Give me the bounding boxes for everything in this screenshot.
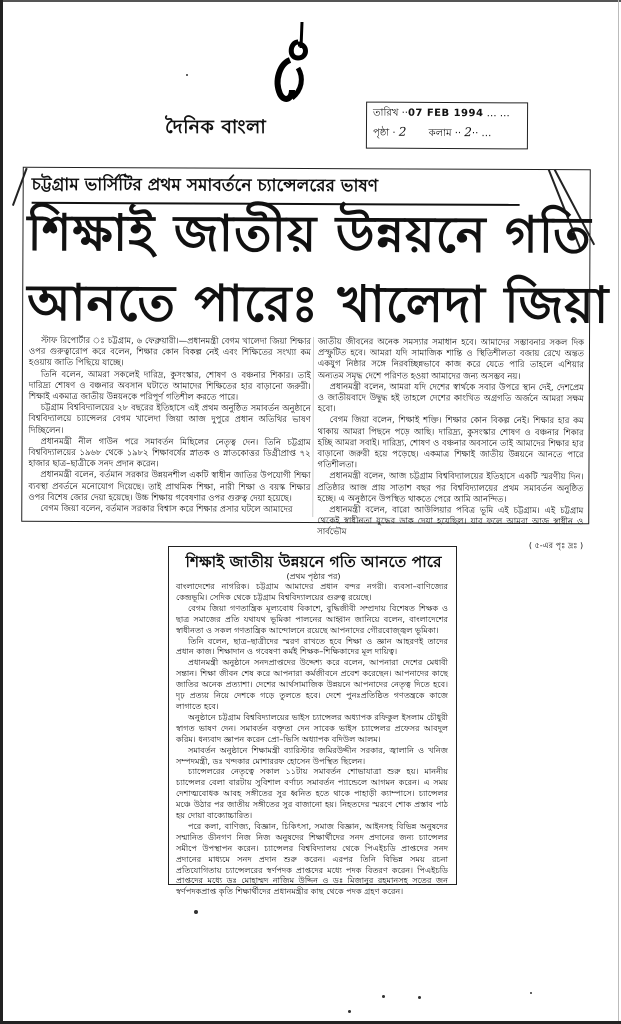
scan-speck (348, 1010, 351, 1013)
stamp-page-value: 2 (398, 124, 407, 139)
stamp-date-label: তারিখ (373, 107, 399, 119)
article-paragraph: প্রধানমন্ত্রী বলেন, বারো আউলিয়ার পবিত্র ভূমি এই চট্টগ্রাম। এই চট্টগ্রাম থেকেই স্বাধীনতা যুদ্ধের ডাক দেয়া হয়েছিল। যার ফলে আমরা আজ স্বাধীন ও সার্বভৌম (317, 504, 584, 537)
continuation-paragraph: সমাবর্তন অনুষ্ঠানে শিক্ষামন্ত্রী ব্যারিস্টার জমিরউদ্দীন সরকার, জ্বালানি ও খনিজ সম্পদমন্ত্রী, ডঃ খন্দকার মোশাররফ হোসেন উপস্থিত ছিলেন। (176, 744, 448, 766)
page-edge-right (618, 0, 619, 1024)
newspaper-masthead: দৈনিক বাংলা (165, 116, 267, 138)
continuation-paragraph: বেগম জিয়া গণতান্ত্রিক মূল্যবোধ বিকাশে, বুদ্ধিজীবী সম্প্রদায় বিশেষত শিক্ষক ও ছাত্র সমাজের প্রতি যথাযথ ভূমিকা পালনের আহ্বান জানিয়ে বলেন, বাংলাদেশের স্বাধীনতা ও সকল গণতান্ত্রিক আন্দোলনে রয়েছে আপনাদের গৌরবোজ্জ্বল ভূমিকা। (176, 602, 448, 635)
stamp-page-row: পৃষ্ঠা · 2 কলাম ·· 2·· … (372, 124, 492, 140)
article-paragraph: প্রধানমন্ত্রী বলেন, আজ চট্টগ্রাম বিশ্ববিদ্যালয়ের ইতিহাসে একটি স্মরণীয় দিন। প্রতিষ্ঠার আজ প্রায় সাতাশ বছর পর বিশ্ববিদ্যালয়ের প্রথম সমাবর্তন অনুষ্ঠিত হচ্ছে। এ অনুষ্ঠানে উপস্থিত থাকতে পেরে আমি আনন্দিত। (317, 470, 584, 504)
continuation-paragraph: অনুষ্ঠানে চট্টগ্রাম বিশ্ববিদ্যালয়ের ভাইস চ্যান্সেলর অধ্যাপক রফিকুল ইসলাম চৌধুরী স্বাগত ভাষণ দেন। সমাবর্তন বক্তৃতা দেন সাবেক ভাইস চ্যান্সেলর প্রফেসর আবদুল করিম। ধন্যবাদ জ্ঞাপন করেন প্রো–ভিসি অধ্যাপক বদিউল আলম। (176, 711, 448, 744)
article-paragraph: প্রধানমন্ত্রী বলেন, বর্তমান সরকার উন্নয়নশীল একটি স্বাধীন জাতির উপযোগী শিক্ষা ব্যবস্থা প্রবর্তনে মনোযোগ দিয়েছে। তাই প্রাথমিক শিক্ষা, নারী শিক্ষা ও বয়স্ক শিক্ষার ওপর বিশেষ জোর দেয়া হয়েছে। উচ্চ শিক্ষায় গবেষণার ওপর গুরুত্ব দেয়া হয়েছে। (28, 469, 311, 503)
stamp-date-row: তারিখ ··07 FEB 1994 … … (373, 107, 510, 120)
continuation-clipping (168, 546, 457, 897)
continuation-paragraph: তিনি বলেন, ছাত্র–ছাত্রীদের স্মরণ রাখতে হবে শিক্ষা ও জ্ঞান আহরণই তাদের প্রধান কাজ। শিক্ষাদান ও গবেষণা কর্মই শিক্ষক–শিক্ষিকাদের মূল দায়িত্ব। (176, 635, 448, 657)
continuation-paragraph: বাংলাদেশের নাগরিক। চট্টগ্রাম আমাদের প্রধান বন্দর নগরী। ব্যবসা–বাণিজ্যের কেন্দ্রভূমি। সেদিক থেকে চট্টগ্রাম বিশ্ববিদ্যালয়ের গুরুত্ব রয়েছে। (176, 581, 448, 602)
article-paragraph: বেগম জিয়া বলেন, শিক্ষাই শক্তি। শিক্ষার কোন বিকল্প নেই। শিক্ষার হার কম থাকায় আমরা পিছনে পড়ে আছি। দারিদ্র্য, কুসংস্কার শোষণ ও বঞ্চনার শিকার হচ্ছি আমরা সবাই। দারিদ্র্য, শোষণ ও বঞ্চনার অবসানে তাই আমাদের শিক্ষার হার বাড়ানো জরুরী হয়ে পড়েছে। একমাত্র শিক্ষাই জাতীয় উন্নয়নে আনতে পারে গতিশীলতা। (317, 414, 584, 470)
continued-on-note: ( ৫-এর পৃঃ দ্রঃ ) (528, 540, 584, 550)
continuation-subtitle: (প্রথম পৃষ্ঠার পর) (286, 572, 341, 581)
page-edge-top (0, 0, 621, 2)
headline-line-1: শিক্ষাই জাতীয় উন্নয়নে গতি (27, 203, 592, 265)
scan-speck (382, 995, 385, 998)
article-paragraph: প্রধানমন্ত্রী নীল গাউন পরে সমাবর্তন মিছিলের নেতৃত্ব দেন। তিনি চট্টগ্রাম বিশ্ববিদ্যালয়ের ১৯৬৮ থেকে ১৯৮২ শিক্ষাবর্ষের স্নাতক ও স্নাতকোত্তর ডিগ্রীপ্রাপ্ত ৭২ হাজার ছাত্র–ছাত্রীকে সনদ প্রদান করেন। (28, 435, 311, 469)
continuation-body (176, 581, 448, 897)
continuation-paragraph: প্রধানমন্ত্রী অনুষ্ঠানে সনদপ্রাপ্তদের উদ্দেশ্য করে বলেন, আপনারা দেশের মেধাবী সন্তান। শিক্ষা জীবন শেষ করে আপনারা কর্মজীবনে প্রবেশ করেছেন। আপনাদের কাছে জাতির অনেক প্রত্যাশা। দেশের আর্থসামাজিক উন্নয়নে আপনাদের নেতৃত্ব দিতে হবে। দৃঢ় প্রত্যয় নিয়ে দেশকে গড়ে তুলতে হবে। দেশে পুনঃপ্রতিষ্ঠিত গণতন্ত্রকে কাজে লাগাতে হবে। (176, 657, 448, 711)
article-right-column (317, 336, 585, 550)
continuation-paragraph: পরে কলা, বাণিজ্য, বিজ্ঞান, চিকিৎসা, সমাজ বিজ্ঞান, আইনসহ বিভিন্ন অনুষদের সম্মানিত ডীনগণ নিজ নিজ অনুষদের শিক্ষার্থীদের সনদ প্রদানের জন্য চ্যান্সেলর সমীপে উপস্থাপন করেন। চ্যান্সেলর বিশ্ববিদ্যালয় থেকে পিএইচডি প্রাপ্তদের সনদ প্রদানের মাধ্যমে সনদ প্রদান শুরু করেন। এরপর তিনি বিভিন্ন সময় রচনা প্রতিযোগিতায় চ্যান্সেলরের স্বর্ণপদক প্রাপ্তদের মধ্যে পদক বিতরণ করেন। পিএইচডি প্রাপ্তদের মধ্যে ডঃ মোহাম্মদ নাজিম উদ্দিন ও ডঃ মিজানুর রহমানসহ সতের জন স্বর্ণপদকপ্রাপ্ত কৃতি শিক্ষার্থীদের প্রধানমন্ত্রীর কাছ থেকে পদক গ্রহণ করেন। (176, 820, 448, 897)
article-paragraph: চট্টগ্রাম বিশ্ববিদ্যালয়ের ২৮ বছরের ইতিহাসে এই প্রথম অনুষ্ঠিত সমাবর্তন অনুষ্ঠানে বিশ্ববিদ্যালয়ে চ্যান্সেলর বেগম খালেদা জিয়া আজ দুপুরে প্রধান অতিথির ভাষণ দিচ্ছিলেন। (28, 402, 311, 435)
handwritten-mark (268, 18, 318, 108)
column-divider (312, 337, 314, 517)
main-article-clipping (21, 167, 610, 550)
article-paragraph: জাতীয় জীবনের অনেক সমস্যার সমাধান হবে। আমাদের সম্ভাবনার সকল দিক প্রস্ফুটিত হবে। আমরা যদি সামাজিক শান্তি ও স্থিতিশীলতা বজায় রেখে অন্তত একযুগ নিষ্ঠার সঙ্গে নিরবচ্ছিন্নভাবে কাজ করে যেতে পারি তাহলে এশিয়ার অন্যতম সমৃদ্ধ দেশে পরিণত হওয়া আমাদের জন্য অসম্ভব নয়। (317, 336, 585, 381)
stamp-date-value: 07 FEB 1994 (407, 107, 484, 120)
article-paragraph: তিনি বলেন, আমরা সকলেই দারিদ্র, কুসংস্কার, শোষণ ও বঞ্চনার শিকার। তাই দারিদ্র্য শোষণ ও বঞ্চনার অবসান ঘটাতে আমাদের শিক্ষিতের হার বাড়ানো জরুরী। শিক্ষাই একমাত্র জাতীয় উন্নয়নকে পরিপূর্ণ গতিশীল করতে পারে। (28, 368, 311, 402)
article-paragraph: বেগম জিয়া বলেন, বর্তমান সরকার বিশ্বাস করে শিক্ষার প্রসার ঘটলে আমাদের (40, 502, 293, 514)
article-kicker: চট্টগ্রাম ভার্সিটির প্রথম সমাবর্তনে চ্যান্সেলরের ভাষণ (32, 172, 520, 206)
headline-line-2: আনতে পারেঃ খালেদা জিয়া (27, 273, 610, 335)
scan-speck (194, 910, 198, 914)
article-paragraph: স্টাফ রিপোর্টার ঃ চট্টগ্রাম, ৬ ফেব্রুয়ারী।—প্রধানমন্ত্রী বেগম খালেদা জিয়া শিক্ষার ওপর গুরুত্বারোপ করে বলেন, শিক্ষার কোন বিকল্প নেই এবং শিক্ষিতের সংখ্যা কম হওয়ায় জাতি পিছিয়ে যাচ্ছে। (28, 334, 312, 368)
scan-speck (418, 996, 421, 999)
stamp-page-label: পৃষ্ঠা (372, 127, 390, 139)
fold-line-left (12, 168, 27, 206)
continuation-title: শিক্ষাই জাতীয় উন্নয়নে গতি আনতে পারে (185, 553, 442, 571)
scan-speck (186, 74, 188, 76)
article-left-column (28, 335, 311, 518)
date-stamp (366, 102, 528, 150)
continuation-paragraph: চ্যান্সেলরের নেতৃত্বে সকাল ১১টায় সমাবর্তন শোভাযাত্রা শুরু হয়। মাননীয় চ্যান্সেলর বেলা বারটায় সুবিশাল বর্ণাঢ্য সমাবর্তন প্যান্ডেলে আগমন করেন। এ সময় দেশাত্মবোধক আবহ সঙ্গীতের সুর ধ্বনিত হতে থাকে পাহাড়ী ক্যাম্পাসে। চ্যান্সেলর মঞ্চে উঠার পর জাতীয় সঙ্গীতের সুর বাজানো হয়। নিহতদের স্মরণে শোক প্রস্তাব পাঠ হয় দোয়া বাক্যোচ্চারিত। (176, 766, 448, 821)
page-edge-left (0, 0, 3, 1024)
stamp-column-label: কলাম (428, 127, 452, 140)
scan-speck (530, 992, 532, 994)
stamp-column-value: 2 (464, 125, 472, 140)
article-paragraph: প্রধানমন্ত্রী বলেন, আমরা যদি দেশের স্বার্থকে সবার উপরে স্থান দেই, দেশপ্রেম ও জাতীয়বাদে উদ্বুদ্ধ হই তাহলে দেশের কাংখিত অগ্রগতি অর্জনে আমরা সক্ষম হবো। (317, 380, 584, 414)
